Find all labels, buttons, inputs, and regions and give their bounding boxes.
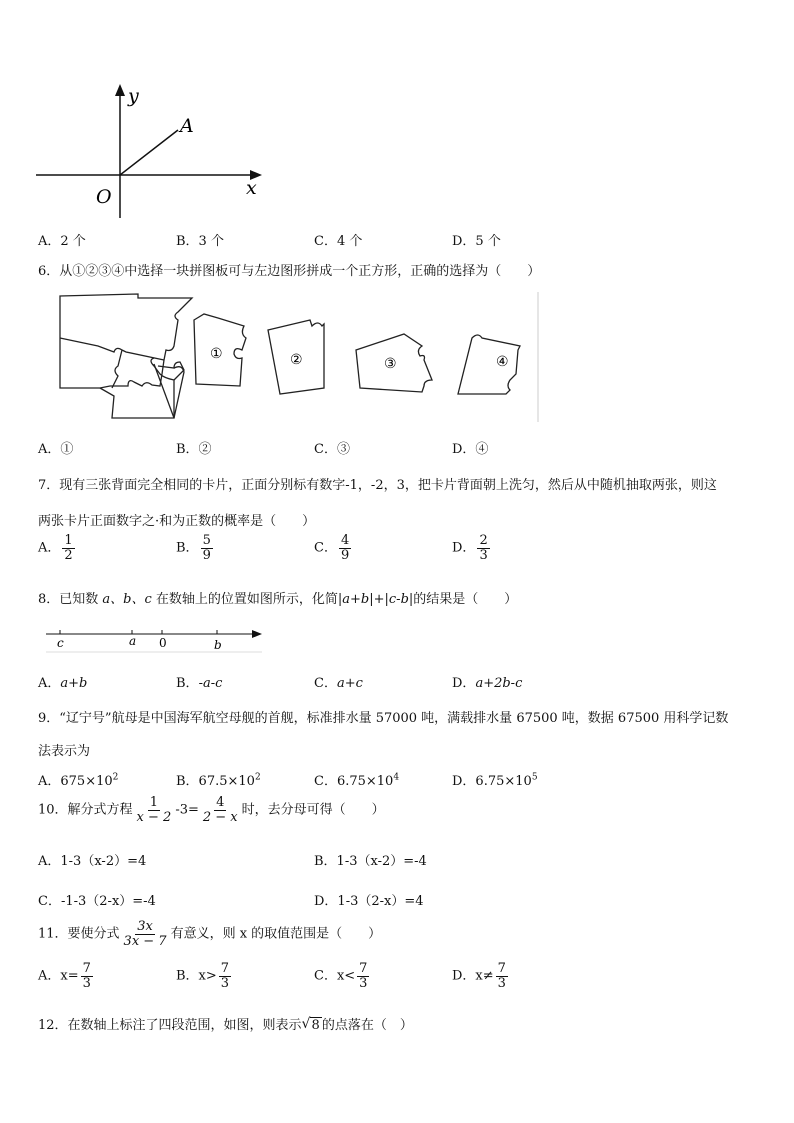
option-label: B．x>: [176, 968, 217, 984]
numerator: 5: [202, 533, 211, 548]
q8-option-b[interactable]: [176, 672, 222, 691]
option-label: A．: [38, 676, 61, 691]
q10-option-c[interactable]: C．-1-3（2-x）=-4: [38, 894, 156, 909]
numerator: 7: [359, 961, 368, 976]
option-label: B．: [176, 540, 199, 556]
fraction: [339, 534, 351, 562]
q9-option-b[interactable]: [176, 770, 261, 789]
q10-mid: -3=: [175, 802, 199, 818]
q8-text-b: 在数轴上的位置如图所示，化简|: [151, 592, 343, 607]
point-a-label: A: [180, 115, 194, 137]
radical-sign: √: [301, 1016, 311, 1032]
q10-option-d[interactable]: D．1-3（2-x）=4: [314, 894, 424, 909]
y-label: y: [128, 85, 139, 107]
denominator: 3: [82, 975, 91, 991]
q8-option-c[interactable]: [314, 672, 363, 691]
option-label: C．: [314, 676, 337, 691]
exponent: 2: [254, 772, 261, 783]
fraction: [357, 962, 369, 990]
option-label: A．x=: [38, 968, 79, 984]
option-label: C．6.75×10: [314, 774, 394, 789]
option-label: C．: [314, 540, 337, 556]
q11-option-d[interactable]: [452, 962, 510, 990]
q9-option-c[interactable]: [314, 770, 399, 789]
option-expr: a+c: [336, 676, 363, 691]
exponent: 5: [531, 772, 538, 783]
q8-expr2: c-b: [388, 592, 409, 607]
fraction: [62, 534, 74, 562]
numerator: 7: [82, 961, 91, 976]
coordinate-figure: [36, 80, 266, 220]
q10-pre: 10．解分式方程: [38, 802, 133, 818]
option-expr: -a-c: [198, 676, 223, 691]
denominator: 3: [497, 975, 506, 991]
numerator: 1: [149, 795, 159, 810]
origin-label: O: [96, 186, 112, 208]
q9-option-d[interactable]: [452, 770, 538, 789]
q12-post: 的点落在（ ）: [321, 1018, 413, 1033]
option-label: A．: [38, 540, 61, 556]
denominator: 2 − x: [202, 809, 238, 825]
numerator: 7: [220, 961, 230, 976]
denominator: 3: [220, 975, 230, 991]
q12-question: [38, 1014, 413, 1033]
point-a-label: a: [129, 634, 137, 648]
q8-question: [38, 588, 517, 607]
option-expr: a+2b-c: [475, 676, 523, 691]
q8-text-a: 8．已知数: [38, 592, 103, 607]
option-label: C．x<: [314, 968, 356, 984]
q7-option-b[interactable]: [176, 534, 215, 562]
puzzle-piece-4: [458, 335, 520, 394]
option-label: D．x≠: [452, 968, 494, 984]
q11-option-b[interactable]: [176, 962, 233, 990]
option-label: B．67.5×10: [176, 774, 255, 789]
denominator: 2: [64, 547, 73, 563]
piece-3-label: ③: [384, 356, 397, 372]
q11-pre: 11．要使分式: [38, 926, 120, 942]
q7-question-line1: 7．现有三张背面完全相同的卡片，正面分别标有数字-1，-2，3，把卡片背面朝上洗匀，然后从中随机抽取两张，则这: [38, 478, 717, 493]
q8-vars: a、b、c: [102, 592, 152, 607]
q6-option-c[interactable]: C．③: [314, 442, 350, 457]
numerator: 1: [64, 533, 73, 548]
fraction: [201, 534, 213, 562]
fraction: [122, 920, 169, 948]
x-label: x: [246, 177, 257, 199]
q11-option-a[interactable]: [38, 962, 95, 990]
fraction: [219, 962, 231, 990]
q10-option-b[interactable]: B．1-3（x-2）=-4: [314, 854, 427, 869]
option-label: D．: [452, 540, 476, 556]
fraction: [201, 796, 240, 824]
q12-pre: 12．在数轴上标注了四段范围，如图，则表示: [38, 1018, 302, 1033]
numerator: 4: [216, 795, 225, 810]
q5-option-b[interactable]: B．3 个: [176, 234, 224, 249]
q6-option-a[interactable]: A．①: [38, 442, 74, 457]
option-label: B．: [176, 676, 199, 691]
fraction: [477, 534, 489, 562]
q8-option-a[interactable]: [38, 672, 87, 691]
q5-option-d[interactable]: D．5 个: [452, 234, 501, 249]
radicand: 8: [311, 1018, 320, 1033]
q5-option-c[interactable]: C．4 个: [314, 234, 363, 249]
piece-2-label: ②: [290, 352, 303, 368]
denominator: 3: [359, 975, 368, 991]
number-line-q8: [44, 620, 266, 656]
q9-question-line1: 9．“辽宁号”航母是中国海军航空母舰的首舰，标准排水量 57000 吨，满载排水量 67500 吨，数据 67500 用科学记数: [38, 711, 729, 726]
point-c-label: c: [57, 636, 64, 650]
q9-option-a[interactable]: [38, 770, 118, 789]
option-expr: a+b: [60, 676, 88, 691]
q7-option-d[interactable]: [452, 534, 492, 562]
q8-expr1: a+b: [342, 592, 370, 607]
q10-post: 时，去分母可得（ ）: [241, 802, 385, 818]
q7-question-line2: 两张卡片正面数字之·和为正数的概率是（ ）: [38, 514, 316, 529]
exponent: 4: [393, 772, 400, 783]
puzzle-figure: [54, 290, 544, 426]
q6-option-d[interactable]: D．④: [452, 442, 489, 457]
option-label: D．: [452, 676, 476, 691]
option-label: D．6.75×10: [452, 774, 532, 789]
denominator: 9: [202, 547, 211, 563]
q11-post: 有意义，则 x 的取值范围是（ ）: [170, 926, 382, 942]
q7-option-a[interactable]: [38, 534, 77, 562]
denominator: 3x − 7: [123, 933, 167, 949]
fraction: [135, 796, 174, 824]
q5-option-a[interactable]: A．2 个: [38, 234, 86, 249]
q6-option-b[interactable]: B．②: [176, 442, 212, 457]
numerator: 3x: [137, 919, 153, 934]
y-axis-arrow: [115, 84, 125, 96]
zero-label: 0: [159, 636, 167, 650]
option-label: A．675×10: [38, 774, 113, 789]
fraction: [496, 962, 508, 990]
numerator: 7: [497, 961, 506, 976]
q8-text-c: |的结果是（ ）: [408, 592, 518, 607]
denominator: x − 2: [136, 809, 172, 825]
q10-option-a[interactable]: A．1-3（x-2）=4: [38, 854, 147, 869]
fraction: [81, 962, 93, 990]
exponent: 2: [112, 772, 119, 783]
q10-question: [38, 796, 385, 824]
q8-mid: |+|: [369, 592, 389, 607]
q7-option-c[interactable]: [314, 534, 353, 562]
square-root: [302, 1018, 322, 1033]
q6-question: 6．从①②③④中选择一块拼图板可与左边图形拼成一个正方形，正确的选择为（ ）: [38, 264, 541, 279]
q9-question-line2: 法表示为: [38, 744, 91, 759]
piece-1-label: ①: [210, 346, 223, 362]
piece-4-label: ④: [496, 354, 509, 370]
numerator: 4: [340, 533, 350, 548]
ray-oa: [120, 130, 178, 175]
puzzle-left-figure: [60, 294, 192, 418]
q11-option-c[interactable]: [314, 962, 371, 990]
denominator: 3: [479, 547, 488, 563]
q11-question: [38, 920, 381, 948]
numerator: 2: [479, 533, 488, 548]
q8-option-d[interactable]: [452, 672, 522, 691]
denominator: 9: [340, 547, 350, 563]
point-b-label: b: [214, 638, 222, 652]
